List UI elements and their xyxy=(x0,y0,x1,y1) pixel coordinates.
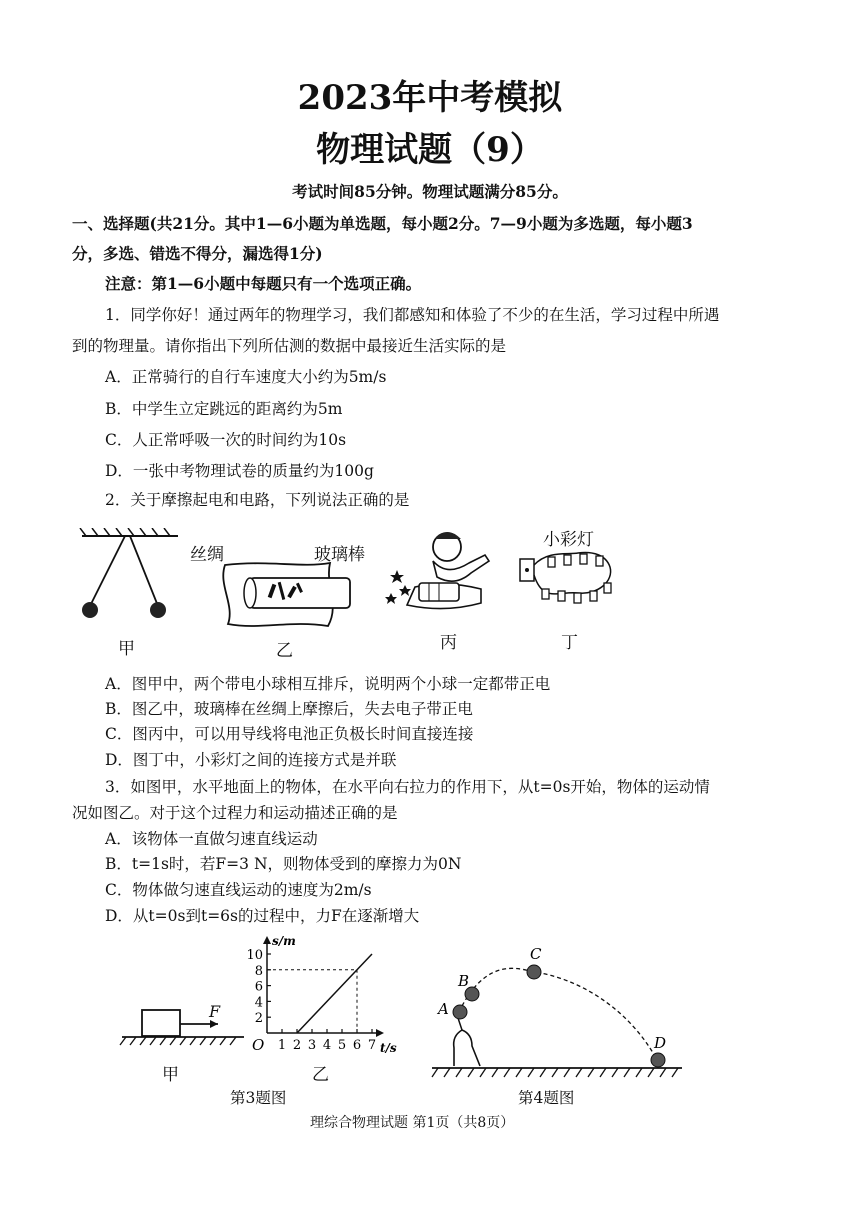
x-tick-label-1: 1 xyxy=(277,1038,287,1053)
ground-hatch xyxy=(624,1068,630,1077)
q2-label-silk: 丝绸 xyxy=(190,545,224,565)
q3-stem-line2: 况如图乙。对于这个过程力和运动描述正确的是 xyxy=(72,804,398,822)
ground-hatch xyxy=(600,1068,606,1077)
q3-option-b: B．t=1s时，若F=3 N，则物体受到的摩擦力为0N xyxy=(105,855,462,873)
q3-option-c: C．物体做匀速直线运动的速度为2m/s xyxy=(105,881,372,899)
ground-hatch xyxy=(576,1068,582,1077)
caption-q4: 第4题图 xyxy=(518,1089,575,1107)
ground-hatch xyxy=(540,1068,546,1077)
q2-option-b: B．图乙中，玻璃棒在丝绸上摩擦后，失去电子带正电 xyxy=(105,700,473,718)
q3-fig-block xyxy=(118,1000,248,1060)
q2-fig-bing xyxy=(385,525,505,620)
ground-hatch xyxy=(468,1068,474,1077)
q1-option-a: A．正常骑行的自行车速度大小约为5m/s xyxy=(105,368,387,386)
origin-label: O xyxy=(252,1036,265,1054)
series-line-0 xyxy=(297,954,372,1033)
q2-fig-yi xyxy=(210,560,370,630)
x-tick-label-2: 2 xyxy=(292,1038,302,1053)
section-heading-line1: 一、选择题(共21分。其中1—6小题为单选题，每小题2分。7—9小题为多选题，每小题3 xyxy=(72,214,693,233)
ground-hatch xyxy=(648,1068,654,1077)
section-note: 注意：第1—6小题中每题只有一个选项正确。 xyxy=(105,274,422,293)
ground-hatch xyxy=(516,1068,522,1077)
x-tick-label-4: 4 xyxy=(322,1038,332,1053)
q2-label-small-lights: 小彩灯 xyxy=(543,530,594,550)
ball-d xyxy=(651,1053,665,1067)
page-title: 2023年中考模拟 xyxy=(297,78,563,118)
ball-a xyxy=(453,1005,467,1019)
ground-hatch xyxy=(504,1068,510,1077)
page-subtitle: 物理试题（9） xyxy=(316,130,544,170)
q3-option-a: A．该物体一直做匀速直线运动 xyxy=(105,830,318,848)
q2-label-glass-rod: 玻璃棒 xyxy=(314,545,365,565)
ground-hatch xyxy=(456,1068,462,1077)
ground-hatch xyxy=(588,1068,594,1077)
q3-label-yi: 乙 xyxy=(312,1065,329,1085)
st-chart xyxy=(240,930,410,1060)
x-tick-label-5: 5 xyxy=(337,1038,347,1053)
y-tick-label-2: 2 xyxy=(254,1011,263,1027)
ground-hatch xyxy=(612,1068,618,1077)
q2-fig-jia xyxy=(70,528,190,628)
q2-label-ding: 丁 xyxy=(561,633,578,653)
force-label: F xyxy=(209,1002,221,1021)
caption-q3: 第3题图 xyxy=(230,1089,287,1107)
point-c-label: C xyxy=(530,945,542,963)
q2-label-yi: 乙 xyxy=(276,641,293,661)
y-tick-label-8: 8 xyxy=(254,963,263,979)
q2-fig-ding xyxy=(518,545,628,615)
q1-option-c: C．人正常呼吸一次的时间约为10s xyxy=(105,431,347,449)
point-a-label: A xyxy=(438,1000,449,1018)
ground-hatch xyxy=(492,1068,498,1077)
q2-label-jia: 甲 xyxy=(118,639,135,659)
ground-hatch xyxy=(636,1068,642,1077)
x-tick-label-3: 3 xyxy=(307,1038,317,1053)
ground-hatch xyxy=(660,1068,666,1077)
q4-fig-projectile xyxy=(428,938,688,1083)
ground-hatch xyxy=(672,1068,678,1077)
ground-hatch xyxy=(480,1068,486,1077)
q2-option-a: A．图甲中，两个带电小球相互排斥，说明两个小球一定都带正电 xyxy=(105,675,551,693)
q2-option-c: C．图丙中，可以用导线将电池正负极长时间直接连接 xyxy=(105,725,474,743)
ground-hatch xyxy=(564,1068,570,1077)
q3-label-jia: 甲 xyxy=(162,1065,179,1085)
q1-option-d: D．一张中考物理试卷的质量约为100g xyxy=(105,462,374,480)
q1-stem-line1: 1．同学你好！通过两年的物理学习，我们都感知和体验了不少的在生活，学习过程中所遇 xyxy=(105,306,720,324)
q1-stem-line2: 到的物理量。请你指出下列所估测的数据中最接近生活实际的是 xyxy=(72,337,507,355)
ground-hatch xyxy=(432,1068,438,1077)
page-footer: 理综合物理试题 第1页（共8页） xyxy=(310,1115,515,1131)
q2-option-d: D．图丁中，小彩灯之间的连接方式是并联 xyxy=(105,751,397,769)
q3-option-d: D．从t=0s到t=6s的过程中，力F在逐渐增大 xyxy=(105,907,420,925)
exam-info: 考试时间85分钟。物理试题满分85分。 xyxy=(292,182,568,201)
y-axis-label: s/m xyxy=(272,934,296,948)
q2-stem: 2．关于摩擦起电和电路，下列说法正确的是 xyxy=(105,491,410,509)
y-tick-label-4: 4 xyxy=(254,995,263,1011)
block-object xyxy=(142,1010,180,1036)
y-tick-label-10: 10 xyxy=(246,948,263,963)
x-axis-arrow xyxy=(376,1029,384,1037)
thrower-figure xyxy=(454,1030,480,1066)
ground-hatch xyxy=(528,1068,534,1077)
q1-option-b: B．中学生立定跳远的距离约为5m xyxy=(105,400,343,418)
ground-hatch xyxy=(552,1068,558,1077)
y-tick-label-6: 6 xyxy=(254,979,263,995)
point-d-label: D xyxy=(654,1034,667,1052)
x-axis-label: t/s xyxy=(380,1041,397,1055)
section-heading-line2: 分，多选、错选不得分，漏选得1分) xyxy=(72,244,323,263)
q2-label-bing: 丙 xyxy=(440,633,457,653)
q3-stem-line1: 3．如图甲，水平地面上的物体，在水平向右拉力的作用下，从t=0s开始，物体的运动情 xyxy=(105,778,710,796)
ball-c xyxy=(527,965,541,979)
ground-hatch xyxy=(444,1068,450,1077)
y-axis-arrow xyxy=(263,936,271,944)
x-tick-label-6: 6 xyxy=(352,1038,362,1053)
x-tick-label-7: 7 xyxy=(367,1038,377,1053)
point-b-label: B xyxy=(458,972,470,990)
